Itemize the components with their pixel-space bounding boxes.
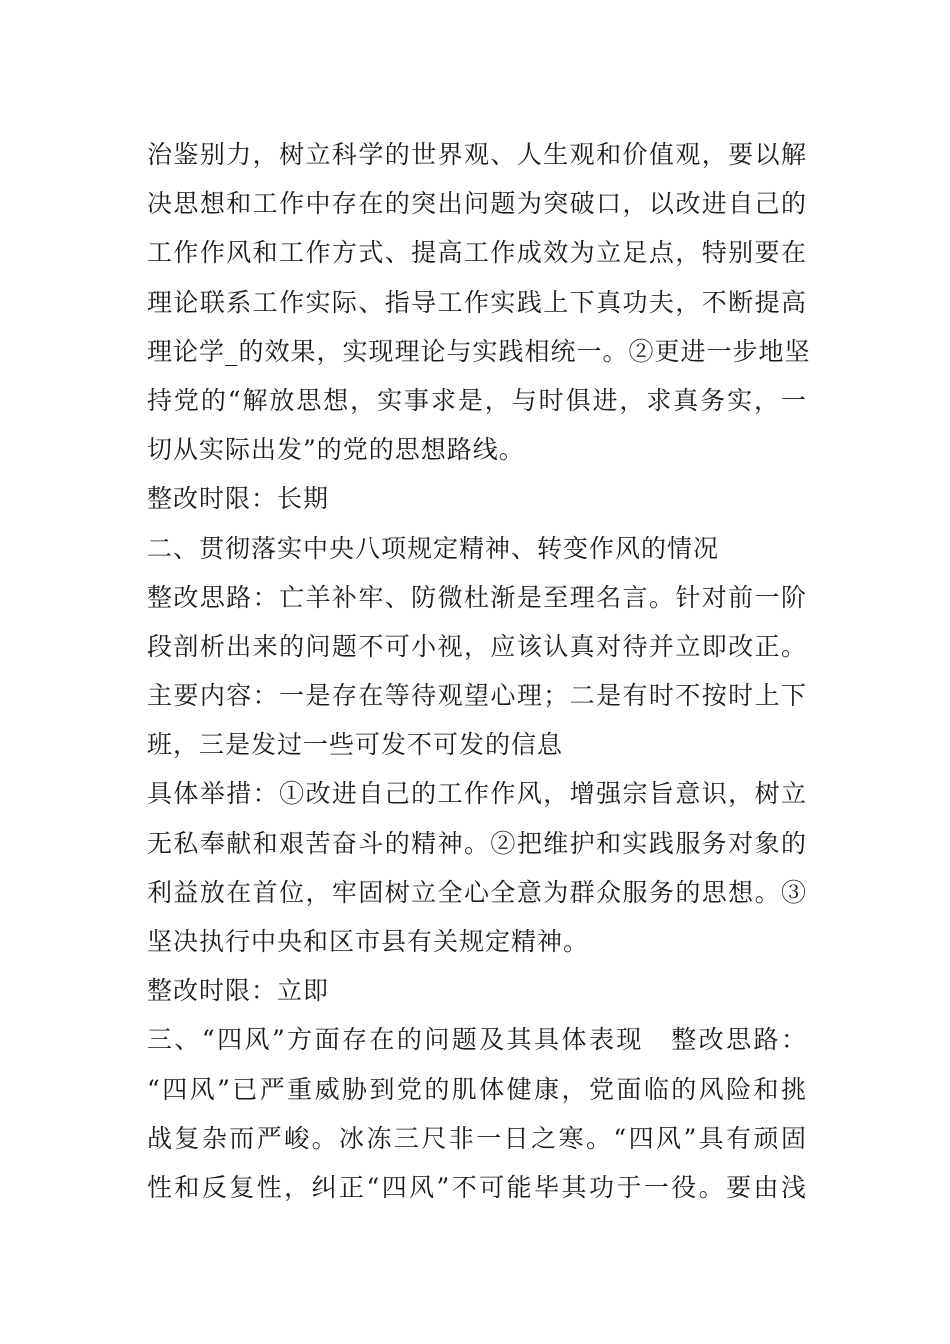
text-line: 治鉴别力，树立科学的世界观、人生观和价值观，要以解 xyxy=(147,140,807,169)
text-line: 理论学_的效果，实现理论与实践相统一。②更进一步地坚 xyxy=(147,336,811,366)
text-line: 无私奉献和艰苦奋斗的精神。②把维护和实践服务对象的 xyxy=(147,828,807,858)
deadline-line: 整改时限：长期 xyxy=(147,484,330,514)
text-line: 坚决执行中央和区市县有关规定精神。 xyxy=(147,927,590,956)
text-line: 性和反复性，纠正“四风”不可能毕其功于一役。要由浅 xyxy=(147,1172,807,1202)
section-heading: 三、“四风”方面存在的问题及其具体表现 整改思路： xyxy=(147,1025,807,1055)
text-line: 利益放在首位，牢固树立全心全意为群众服务的思想。③ xyxy=(147,877,807,907)
text-line: 战复杂而严峻。冰冻三尺非一日之寒。“四风”具有顽固 xyxy=(147,1123,807,1153)
text-line: 具体举措：①改进自己的工作作风，增强宗旨意识，树立 xyxy=(147,779,807,809)
text-line: “四风”已严重威胁到党的肌体健康，党面临的风险和挑 xyxy=(147,1074,807,1104)
document-body xyxy=(147,130,811,1212)
text-line: 班，三是发过一些可发不可发的信息 xyxy=(147,730,564,760)
text-line: 工作作风和工作方式、提高工作成效为立足点，特别要在 xyxy=(147,238,807,268)
section-heading: 二、贯彻落实中央八项规定精神、转变作风的情况 xyxy=(147,533,720,563)
text-line: 切从实际出发”的党的思想路线。 xyxy=(147,435,525,465)
text-line: 持党的“解放思想，实事求是，与时俱进，求真务实，一 xyxy=(147,385,807,415)
text-line: 主要内容：一是存在等待观望心理；二是有时不按时上下 xyxy=(147,681,807,711)
text-line: 理论联系工作实际、指导工作实践上下真功夫，不断提高 xyxy=(147,287,807,317)
text-line: 决思想和工作中存在的突出问题为突破口，以改进自己的 xyxy=(147,189,807,219)
deadline-line: 整改时限：立即 xyxy=(147,976,330,1006)
text-line: 整改思路：亡羊补牢、防微杜渐是至理名言。针对前一阶 xyxy=(147,582,807,612)
text-line: 段剖析出来的问题不可小视，应该认真对待并立即改正。 xyxy=(147,631,807,661)
